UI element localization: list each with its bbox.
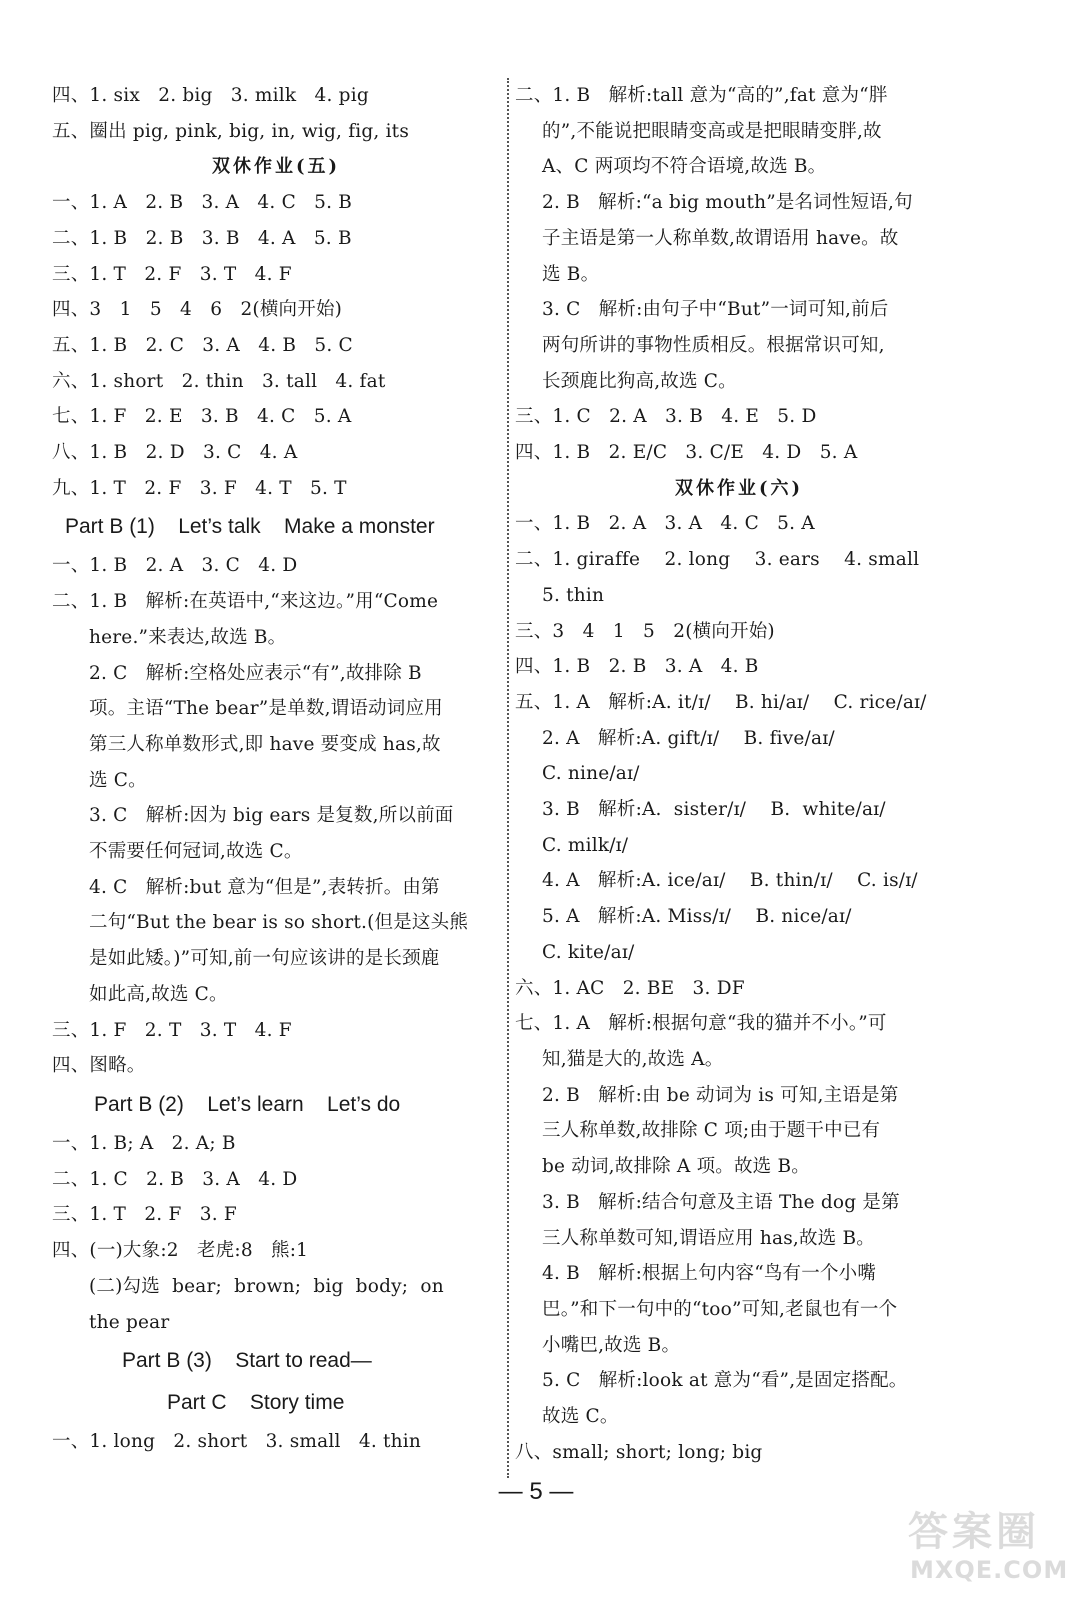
answer-line: 三、1. T 2. F 3. T 4. F xyxy=(52,263,292,285)
answer-line: 2. C 解析:空格处应表示“有”,故排除 B xyxy=(89,662,422,684)
answer-line: 不需要任何冠词,故选 C。 xyxy=(89,841,303,863)
answer-line: C. kite/aɪ/ xyxy=(542,941,635,963)
answer-line: 八、small; short; long; big xyxy=(515,1441,763,1463)
answer-line: 5. C 解析:look at 意为“看”,是固定搭配。 xyxy=(542,1370,908,1392)
answer-line: 六、1. AC 2. BE 3. DF xyxy=(515,977,745,999)
part-heading: Part B (2) Let’s learn Let’s do xyxy=(94,1092,401,1116)
answer-line: 一、1. long 2. short 3. small 4. thin xyxy=(52,1431,421,1453)
left-column xyxy=(52,78,500,1460)
answer-line: 三人称单数,故排除 C 项;由于题干中已有 xyxy=(542,1120,881,1142)
section-title: 双休作业(五) xyxy=(211,156,341,178)
answer-line: 二、1. C 2. B 3. A 4. D xyxy=(52,1168,298,1190)
answer-line: the pear xyxy=(89,1311,170,1333)
answer-line: 二、1. B 2. B 3. B 4. A 5. B xyxy=(52,227,352,249)
answer-line: 故选 C。 xyxy=(542,1406,619,1428)
answer-line: A、C 两项均不符合语境,故选 B。 xyxy=(542,156,827,178)
answer-line: 2. A 解析:A. gift/ɪ/ B. five/aɪ/ xyxy=(542,727,835,749)
answer-line: 五、1. A 解析:A. it/ɪ/ B. hi/aɪ/ C. rice/aɪ/ xyxy=(515,691,927,713)
watermark-url: MXQE.COM xyxy=(910,1556,1069,1584)
answer-line: 5. A 解析:A. Miss/ɪ/ B. nice/aɪ/ xyxy=(542,906,852,928)
answer-line: 八、1. B 2. D 3. C 4. A xyxy=(52,442,298,464)
answer-line: 三、3 4 1 5 2(横向开始) xyxy=(515,620,775,642)
answer-line: 3. B 解析:结合句意及主语 The dog 是第 xyxy=(542,1191,900,1213)
answer-line: 四、3 1 5 4 6 2(横向开始) xyxy=(52,299,343,321)
answer-line: 三、1. C 2. A 3. B 4. E 5. D xyxy=(515,406,817,428)
answer-line: 如此高,故选 C。 xyxy=(89,983,228,1005)
answer-line: 2. B 解析:由 be 动词为 is 可知,主语是第 xyxy=(542,1084,899,1106)
answer-line: 一、1. A 2. B 3. A 4. C 5. B xyxy=(52,192,353,214)
answer-line: 九、1. T 2. F 3. F 4. T 5. T xyxy=(52,477,347,499)
watermark-title: 答案圈 xyxy=(908,1509,1040,1555)
column-divider xyxy=(507,78,509,1478)
answer-line: 四、1. B 2. E/C 3. C/E 4. D 5. A xyxy=(515,442,858,464)
answer-line: 七、1. A 解析:根据句意“我的猫并不小。”可 xyxy=(515,1013,887,1035)
part-heading: Part C Story time xyxy=(167,1391,345,1415)
answer-line: 六、1. short 2. thin 3. tall 4. fat xyxy=(52,370,386,392)
answer-line: 一、1. B 2. A 3. A 4. C 5. A xyxy=(515,513,815,535)
answer-line: 是如此矮。)”可知,前一句应该讲的是长颈鹿 xyxy=(89,948,440,970)
answer-line: 选 B。 xyxy=(542,263,600,285)
answer-line: 第三人称单数形式,即 have 要变成 has,故 xyxy=(89,733,441,755)
answer-line: 选 C。 xyxy=(89,769,147,791)
watermark-logo xyxy=(900,1500,1070,1596)
answer-line: 子主语是第一人称单数,故谓语用 have。故 xyxy=(542,227,899,249)
answer-line: (二)勾选 bear; brown; big body; on xyxy=(89,1275,444,1297)
answer-line: 三、1. F 2. T 3. T 4. F xyxy=(52,1019,292,1041)
answer-line: 3. C 解析:由句子中“But”一词可知,前后 xyxy=(542,299,889,321)
answer-line: 五、圈出 pig, pink, big, in, wig, fig, its xyxy=(52,120,410,142)
answer-line: 一、1. B 2. A 3. C 4. D xyxy=(52,555,298,577)
answer-line: 巴。”和下一句中的“too”可知,老鼠也有一个 xyxy=(542,1298,898,1320)
answer-line: 四、1. B 2. B 3. A 4. B xyxy=(515,656,759,678)
answer-line: 3. C 解析:因为 big ears 是复数,所以前面 xyxy=(89,805,454,827)
answer-line: here.”来表达,故选 B。 xyxy=(89,626,287,648)
answer-line: 知,猫是大的,故选 A。 xyxy=(542,1048,724,1070)
answer-line: 3. B 解析:A. sister/ɪ/ B. white/aɪ/ xyxy=(542,799,886,821)
page-number: — 5 — xyxy=(498,1478,574,1505)
answer-line: 项。主语“The bear”是单数,谓语动词应用 xyxy=(89,698,443,720)
answer-line: 二句“But the bear is so short.(但是这头熊 xyxy=(89,912,469,934)
answer-line: 2. B 解析:“a big mouth”是名词性短语,句 xyxy=(542,192,913,214)
right-column xyxy=(515,78,963,1470)
answer-line: C. milk/ɪ/ xyxy=(542,834,629,856)
answer-line: 五、1. B 2. C 3. A 4. B 5. C xyxy=(52,334,353,356)
answer-line: 4. C 解析:but 意为“但是”,表转折。由第 xyxy=(89,876,440,898)
section-title: 双休作业(六) xyxy=(674,477,804,499)
answer-line: 长颈鹿比狗高,故选 C。 xyxy=(542,370,737,392)
part-heading: Part B (3) Start to read— xyxy=(122,1349,372,1373)
answer-line: 4. A 解析:A. ice/aɪ/ B. thin/ɪ/ C. is/ɪ/ xyxy=(542,870,918,892)
answer-line: 三人称单数可知,谓语应用 has,故选 B。 xyxy=(542,1227,875,1249)
answer-line: 小嘴巴,故选 B。 xyxy=(542,1334,681,1356)
answer-line: be 动词,故排除 A 项。故选 B。 xyxy=(542,1156,810,1178)
answer-line: 七、1. F 2. E 3. B 4. C 5. A xyxy=(52,406,352,428)
answer-line: 二、1. giraffe 2. long 3. ears 4. small xyxy=(515,549,920,571)
answer-line: 的”,不能说把眼睛变高或是把眼睛变胖,故 xyxy=(542,120,882,142)
answer-line: 4. B 解析:根据上句内容“鸟有一个小嘴 xyxy=(542,1263,877,1285)
answer-line: 二、1. B 解析:tall 意为“高的”,fat 意为“胖 xyxy=(515,85,888,106)
answer-line: 5. thin xyxy=(542,584,605,606)
answer-line: C. nine/aɪ/ xyxy=(542,763,640,785)
answer-line: 四、(一)大象:2 老虎:8 熊:1 xyxy=(52,1240,309,1262)
answer-line: 两句所讲的事物性质相反。根据常识可知, xyxy=(542,334,885,356)
answer-line: 四、图略。 xyxy=(52,1055,146,1077)
part-heading: Part B (1) Let’s talk Make a monster xyxy=(65,515,435,539)
answer-line: 四、1. six 2. big 3. milk 4. pig xyxy=(52,85,369,106)
answer-line: 三、1. T 2. F 3. F xyxy=(52,1204,237,1226)
answer-line: 二、1. B 解析:在英语中,“来这边。”用“Come xyxy=(52,591,439,613)
answer-line: 一、1. B; A 2. A; B xyxy=(52,1132,236,1154)
